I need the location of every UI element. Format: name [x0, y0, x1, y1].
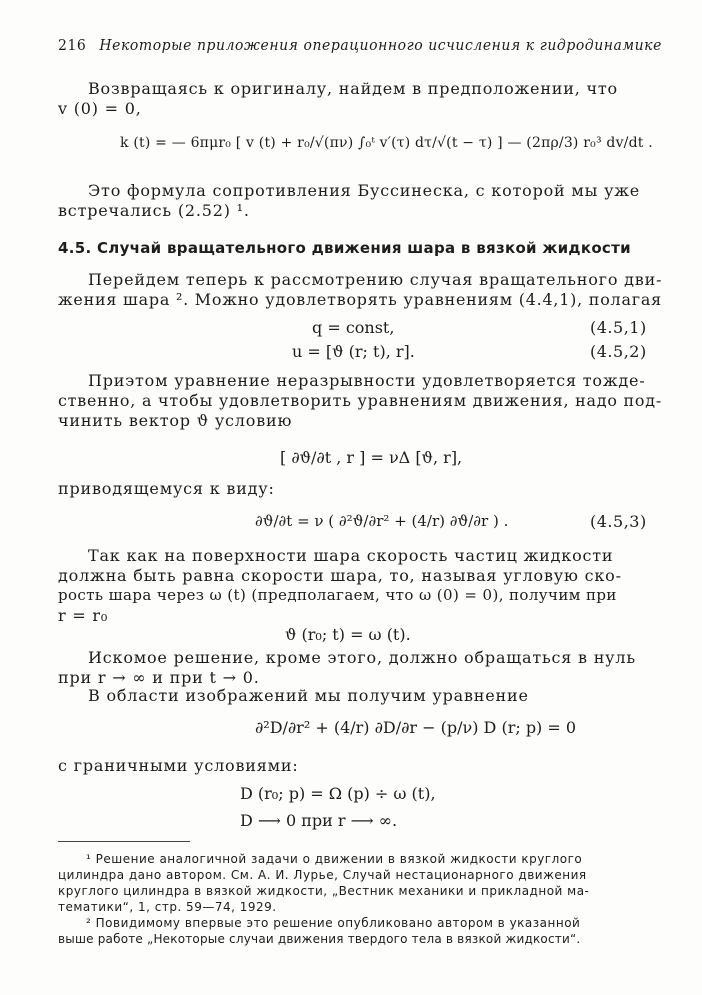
intro-line-1: Возвращаясь к оригиналу, найдем в предположении, что — [88, 79, 618, 98]
equation-image-bc-1: D (r₀; p) = Ω (p) ÷ ω (t), — [240, 784, 436, 803]
footnote-1-line-2: цилиндра дано автором. См. А. И. Лурье, Случай нестационарного движения — [58, 868, 587, 882]
para2-line-3: чинить вектор ϑ условию — [58, 411, 293, 430]
running-title: Некоторые приложения операционного исчисления к гидродинамике — [99, 36, 662, 54]
boussinesq-line-2: встречались (2.52) ¹. — [58, 201, 250, 220]
para1-line-2: жения шара ². Можно удовлетворять уравнениям (4.4,1), полагая — [58, 290, 662, 309]
footnote-1-line-1: ¹ Решение аналогичной задачи о движении в вязкой жидкости круглого — [86, 852, 583, 866]
para4-line-2: при r → ∞ и при t → 0. — [58, 668, 260, 687]
intro-line-2: v (0) = 0, — [58, 99, 142, 118]
para4-line-1: Искомое решение, кроме этого, должно обращаться в нуль — [88, 648, 636, 667]
footnote-1-line-4: тематики“, 1, стр. 59—74, 1929. — [58, 900, 277, 914]
footnote-divider — [58, 841, 190, 842]
para2-line-1: Приэтом уравнение неразрывности удовлетворяется тожде- — [88, 371, 646, 390]
equation-number-4-5-2: (4.5,2) — [590, 342, 647, 361]
reduce-text: приводящемуся к виду: — [58, 479, 275, 498]
boussinesq-line-1: Это формула сопротивления Буссинеска, с которой мы уже — [88, 181, 641, 200]
equation-boundary-condition: ϑ (r₀; t) = ω (t). — [285, 625, 411, 644]
equation-4-5-2: u = [ϑ (r; t), r]. — [292, 342, 415, 361]
running-header — [58, 36, 662, 54]
equation-resistance-force: k (t) = — 6πμr₀ [ v (t) + r₀/√(πν) ∫₀ᵗ v′(τ) dτ/√(t − τ) ] — (2πρ/3) r₀³ dv/dt . — [120, 135, 653, 151]
equation-vector-condition: [ ∂ϑ/∂t , r ] = νΔ [ϑ, r], — [280, 448, 463, 467]
para3-line-1: Так как на поверхности шара скорость частиц жидкости — [88, 546, 614, 565]
boundary-conditions-text: с граничными условиями: — [58, 756, 299, 775]
page-number: 216 — [58, 36, 87, 54]
para1-line-1: Перейдем теперь к рассмотрению случая вращательного дви- — [88, 270, 663, 289]
equation-image-domain: ∂²D/∂r² + (4/r) ∂D/∂r − (p/ν) D (r; p) = 0 — [255, 718, 577, 737]
equation-4-5-1: q = const, — [312, 318, 395, 337]
para5-line-1: В области изображений мы получим уравнение — [88, 686, 529, 705]
footnote-2-line-2: выше работе „Некоторые случаи движения твердого тела в вязкой жидкости“. — [58, 932, 581, 946]
equation-number-4-5-3: (4.5,3) — [590, 512, 647, 531]
para3-line-2: должна быть равна скорости шара, то, называя угловую ско- — [58, 566, 622, 585]
equation-4-5-3: ∂ϑ/∂t = ν ( ∂²ϑ/∂r² + (4/r) ∂ϑ/∂r ) . — [255, 512, 509, 530]
equation-image-bc-2: D ⟶ 0 при r ⟶ ∞. — [240, 811, 398, 830]
footnote-1-line-3: круглого цилиндра в вязкой жидкости, „Вестник механики и прикладной ма- — [58, 884, 590, 898]
para3-line-4: r = r₀ — [58, 606, 109, 625]
para2-line-2: ственно, а чтобы удовлетворить уравнениям движения, надо под- — [58, 391, 663, 410]
section-title: 4.5. Случай вращательного движения шара в вязкой жидкости — [58, 239, 631, 257]
footnote-2-line-1: ² Повидимому впервые это решение опубликовано автором в указанной — [86, 916, 581, 930]
para3-line-3: рость шара через ω (t) (предполагаем, что ω (0) = 0), получим при — [58, 586, 617, 604]
equation-number-4-5-1: (4.5,1) — [590, 318, 647, 337]
